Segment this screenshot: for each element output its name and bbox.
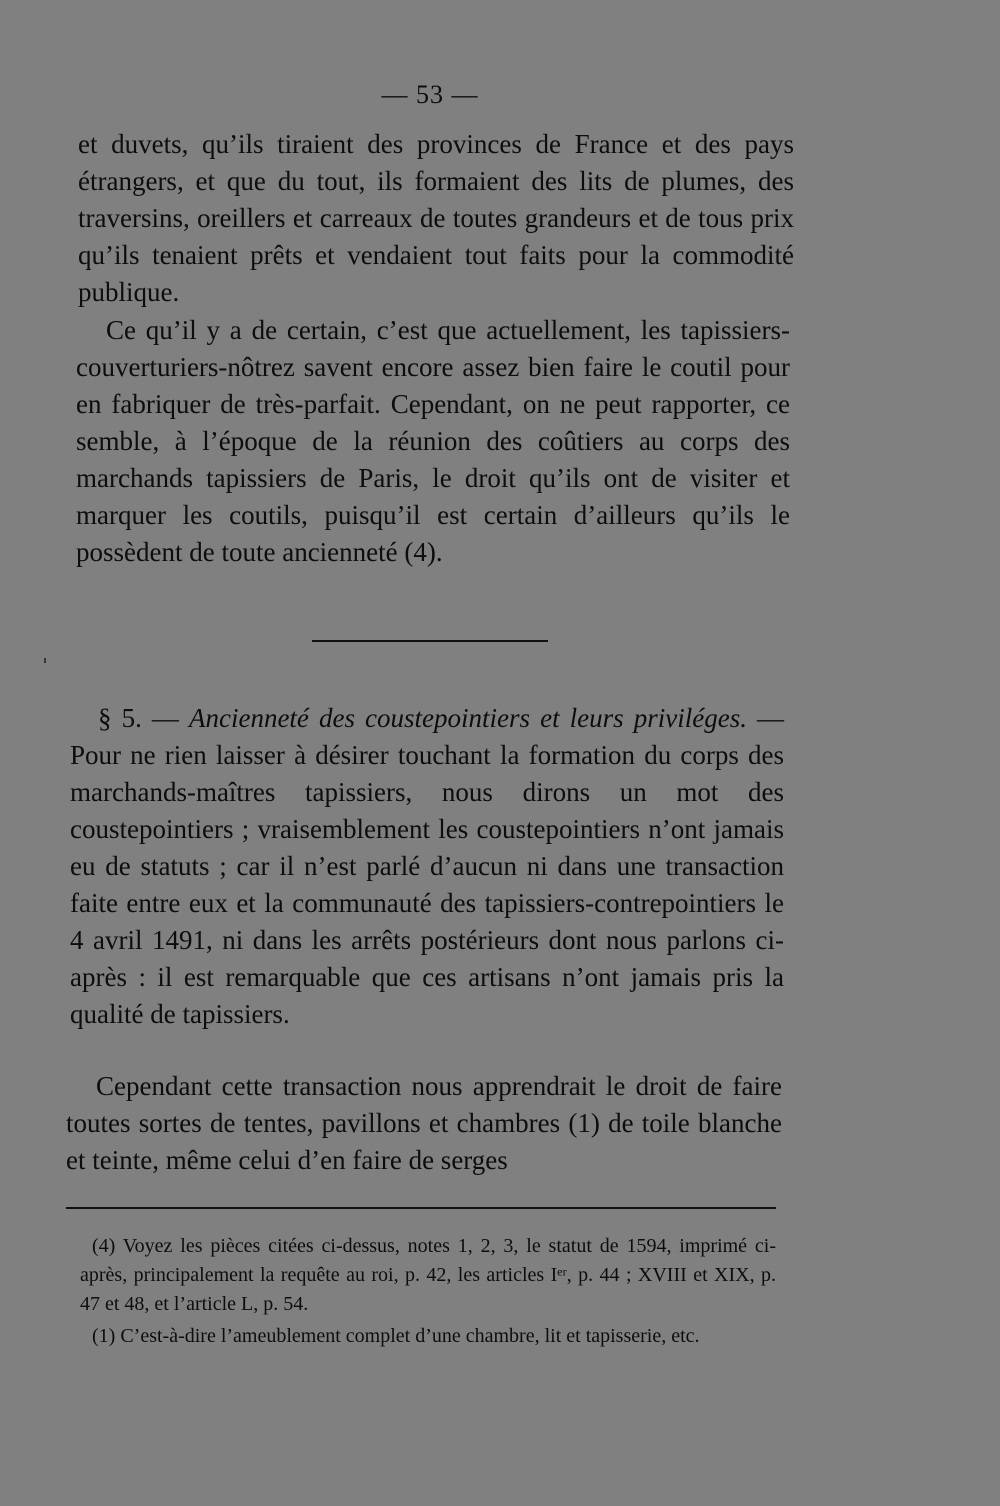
page-number: — 53 — xyxy=(381,80,479,109)
footnote-1: (1) C’est-à-dire l’ameublement complet d’une chambre, lit et tapisserie, etc. xyxy=(92,1325,700,1347)
print-speck xyxy=(44,658,46,663)
section-divider xyxy=(312,640,548,642)
section-body: Pour ne rien laisser à désirer touchant la formation du corps des marchands-maîtres tapissiers, nous dirons un mot des coustepointiers ; vraisemblement les coustepointiers n’ont jamais eu de statuts ; car il n’est parlé d’aucun ni dans une transaction faite entre eux et la communauté des tapissiers-contrepointiers le 4 avril 1491, ni dans les arrêts postérieurs dont nous parlons ci-après : il est remarquable que ces artisans n’ont jamais pris la qualité de tapissiers. xyxy=(70,740,784,1029)
footnote-4: (4) Voyez les pièces citées ci-dessus, notes 1, 2, 3, le statut de 1594, imprimé ci-après, principalement la requête au roi, p. 42, les articles Iᵉʳ, p. 44 ; XVIII et XIX, p. 47 et 48, et l’article L, p. 54. xyxy=(80,1235,776,1315)
section-5 xyxy=(70,700,784,1033)
paragraph-coutil xyxy=(76,312,790,571)
paragraph-continuation xyxy=(78,126,794,311)
paragraph-text: Cependant cette transaction nous apprendrait le droit de faire toutes sortes de tentes, pavillons et chambres (1) de toile blanche et teinte, même celui d’en faire de serges xyxy=(66,1071,782,1175)
section-title: Ancienneté des coustepointiers et leurs priviléges. xyxy=(188,703,747,733)
paragraph-text: et duvets, qu’ils tiraient des provinces de France et des pays étrangers, et que du tout, ils formaient des lits de plumes, des traversins, oreillers et carreaux de toutes grandeurs et de tous prix qu’ils tenaient prêts et vendaient tout faits pour la commodité publique. xyxy=(78,129,794,307)
section-paragraph xyxy=(70,700,784,1033)
paragraph-transaction xyxy=(66,1068,782,1179)
paragraph-text: Ce qu’il y a de certain, c’est que actuellement, les tapissiers-couverturiers-nôtrez savent encore assez bien faire le coutil pour en fabriquer de très-parfait. Cependant, on ne peut rapporter, ce semble, à l’époque de la réunion des coûtiers au corps des marchands tapissiers de Paris, le droit qu’ils ont de visiter et marquer les coutils, puisqu’il est certain d’ailleurs qu’ils le possèdent de toute ancienneté (4). xyxy=(76,315,790,567)
footnote-divider xyxy=(66,1207,776,1209)
section-marker: § 5. — xyxy=(98,703,179,733)
section-dash: — xyxy=(757,703,785,733)
footnotes xyxy=(80,1232,776,1351)
